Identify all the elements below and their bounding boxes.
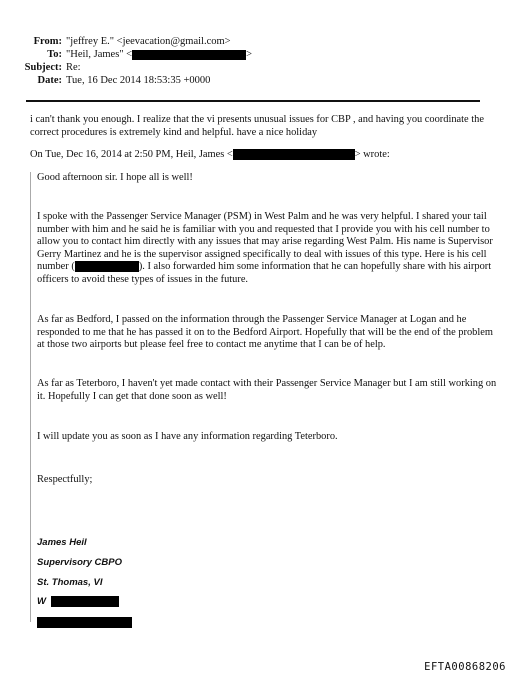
quoted-paragraph-1 bbox=[37, 211, 493, 287]
subject-value: Re: bbox=[66, 62, 81, 73]
quoted-p1-line-1: I spoke with the Passenger Service Manager (PSM) in West Palm and he was very helpful. I shared your tail bbox=[37, 211, 487, 222]
quoted-paragraph-3 bbox=[37, 378, 496, 403]
signature-title: Supervisory CBPO bbox=[37, 557, 122, 568]
quote-header bbox=[30, 149, 390, 162]
date-row bbox=[0, 74, 252, 87]
document-id: EFTA00868206 bbox=[424, 661, 506, 673]
quote-header-suffix: > wrote: bbox=[354, 149, 390, 160]
redaction-bar bbox=[51, 596, 119, 607]
quoted-closing: Respectfully; bbox=[37, 474, 93, 485]
quoted-paragraph-4: I will update you as soon as I have any information regarding Teterboro. bbox=[37, 431, 338, 442]
quoted-p1-line-6: officers to avoid these types of issues in the future. bbox=[37, 273, 249, 285]
from-value: "jeffrey E." <jeevacation@gmail.com> bbox=[66, 36, 231, 47]
quoted-p3-line-2: it. Hopefully I can get that done soon as well! bbox=[37, 390, 227, 402]
quoted-p2-line-2: responded to me that he has passed it on to the Bedford Airport. Hopefully that will be the end of the problem bbox=[37, 326, 493, 338]
quoted-p1-line-4: Gerry Martinez and he is the supervisor assigned specifically to deal with issues of this type. Here is his cell bbox=[37, 248, 487, 260]
quoted-p1-line-3: allow you to contact him directly with any issues that may arise regarding West Palm. His name is Supervisor bbox=[37, 236, 493, 248]
redaction-bar bbox=[132, 50, 246, 60]
phone-prefix: W bbox=[37, 596, 46, 608]
redaction-bar bbox=[75, 261, 139, 272]
subject-row bbox=[0, 61, 252, 74]
date-label: Date: bbox=[37, 75, 62, 86]
cell-prefix: number ( bbox=[37, 261, 75, 273]
header-divider bbox=[26, 100, 480, 102]
to-value-suffix: > bbox=[246, 49, 253, 60]
cell-suffix: ). I also forwarded him some information that he can hopefully share with his airport bbox=[138, 261, 492, 273]
signature-phone bbox=[37, 596, 119, 607]
signature-name: James Heil bbox=[37, 537, 87, 548]
redaction-bar bbox=[233, 149, 355, 160]
quoted-p1-line-5 bbox=[37, 261, 493, 274]
quoted-p1-line-2: number with him and he said he is familiar with you and requested that I provide you with his cell number to bbox=[37, 223, 490, 235]
to-row bbox=[0, 48, 252, 61]
date-value: Tue, 16 Dec 2014 18:53:35 +0000 bbox=[66, 75, 211, 86]
reply-line-2: correct procedures is extremely kind and helpful. have a nice holiday bbox=[30, 126, 318, 138]
reply-line-1: i can't thank you enough. I realize that the vi presents unusual issues for CBP , and having you coordinate the bbox=[30, 114, 484, 125]
redaction-bar bbox=[37, 617, 132, 628]
reply-body bbox=[30, 114, 484, 139]
to-value-prefix: "Heil, James" < bbox=[66, 49, 133, 60]
from-row bbox=[0, 35, 252, 48]
from-label: From: bbox=[33, 36, 62, 47]
quote-header-prefix: On Tue, Dec 16, 2014 at 2:50 PM, Heil, James < bbox=[30, 149, 233, 160]
subject-label: Subject: bbox=[24, 62, 62, 73]
quoted-p2-line-3: at those two airports but please feel free to contact me anytime that I can be of help. bbox=[37, 339, 386, 351]
signature-location: St. Thomas, VI bbox=[37, 577, 103, 588]
quoted-paragraph-2 bbox=[37, 314, 493, 352]
quote-indent-bar bbox=[30, 172, 31, 622]
quoted-p2-line-1: As far as Bedford, I passed on the information through the Passenger Service Manager at Logan and he bbox=[37, 314, 467, 325]
email-header bbox=[0, 35, 252, 87]
to-label: To: bbox=[47, 49, 62, 60]
quoted-p3-line-1: As far as Teterboro, I haven't yet made contact with their Passenger Service Manager but I am still working on bbox=[37, 378, 497, 389]
quoted-greeting: Good afternoon sir. I hope all is well! bbox=[37, 172, 193, 183]
